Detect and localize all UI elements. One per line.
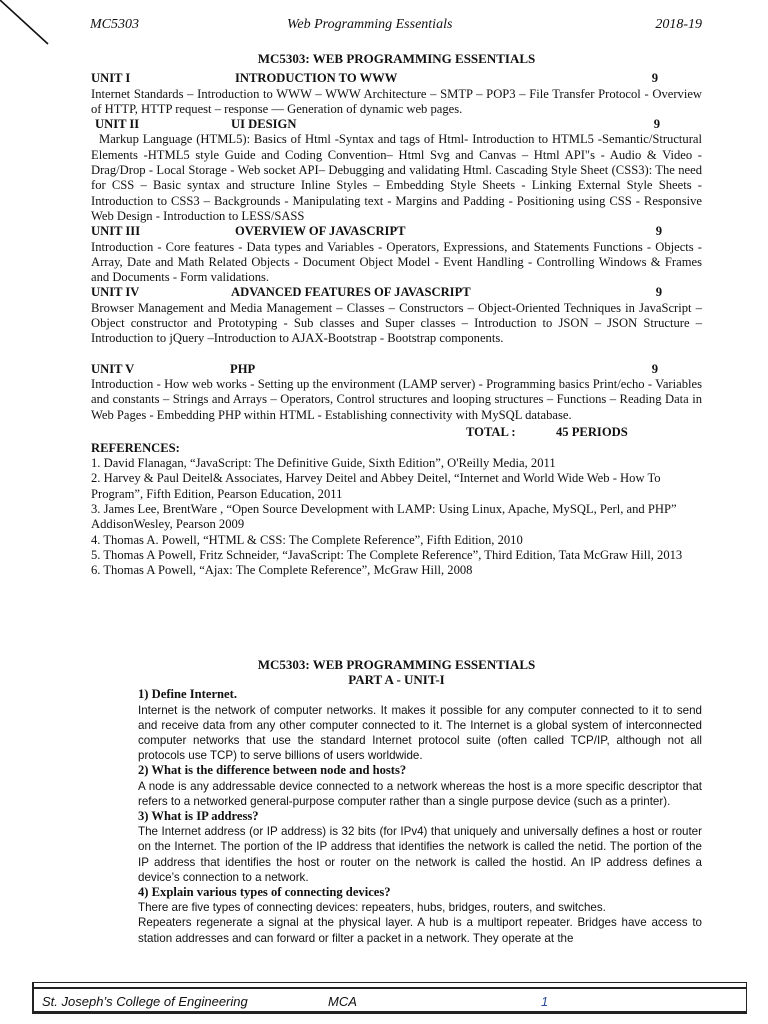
- unit-name: UI DESIGN: [231, 117, 297, 132]
- answer: A node is any addressable device connected to a network whereas the host is a more specific descriptor that refers to a networked general-purpose computer rather than a single purpose device (such as a printer).: [138, 779, 702, 808]
- header-course-name: Web Programming Essentials: [287, 17, 453, 32]
- unit-heading: [91, 117, 702, 132]
- unit-content: Introduction - Core features - Data types and Variables - Operators, Expressions, and Statements Functions - Objects - Array, Date and Math Related Objects - Document Object Model - Event Handling - Controlling Windows & Frames and Documents - Form validations.: [91, 239, 702, 285]
- qa-list: [91, 687, 702, 945]
- footer-department: MCA: [328, 994, 357, 1009]
- unit-content: Internet Standards – Introduction to WWW – WWW Architecture – SMTP – POP3 – File Transfer Protocol - Overview of HTTP, HTTP request – response — Generation of dynamic web pages.: [91, 86, 702, 116]
- unit-name: INTRODUCTION TO WWW: [235, 71, 398, 86]
- unit-hours: 9: [655, 224, 662, 239]
- syllabus-section: [91, 51, 702, 579]
- unit-3: [91, 224, 702, 285]
- page-number: 1: [541, 994, 549, 1009]
- unit-number: UNIT I: [91, 71, 131, 86]
- unit-hours: 9: [653, 117, 660, 132]
- reference-item: 5. Thomas A Powell, Fritz Schneider, “JavaScript: The Complete Reference”, Third Edition, Tata McGraw Hill, 2013: [91, 547, 683, 562]
- answer: There are five types of connecting devices: repeaters, hubs, bridges, routers, and switches.: [138, 901, 606, 915]
- part-a-section: [91, 657, 702, 946]
- question: 1) Define Internet.: [138, 687, 237, 702]
- unit-5: [91, 362, 702, 423]
- question: 2) What is the difference between node and hosts?: [138, 763, 407, 778]
- unit-heading: [91, 362, 702, 377]
- reference-item: 6. Thomas A Powell, “Ajax: The Complete Reference”, McGraw Hill, 2008: [91, 563, 473, 578]
- syllabus-title: MC5303: WEB PROGRAMMING ESSENTIALS: [257, 51, 536, 66]
- references-heading: REFERENCES:: [91, 440, 180, 455]
- part-a-subtitle: PART A - UNIT-I: [348, 672, 445, 688]
- part-a-title: MC5303: WEB PROGRAMMING ESSENTIALS: [257, 657, 536, 672]
- unit-2: [91, 117, 702, 224]
- unit-name: PHP: [230, 361, 256, 376]
- unit-heading: [91, 224, 702, 239]
- corner-decoration: [0, 0, 68, 68]
- answer: Repeaters regenerate a signal at the physical layer. A hub is a multiport repeater. Bridges have access to station addresses and can forward or filter a packet in a network. They operate at the: [138, 916, 702, 945]
- header-course-code: MC5303: [90, 17, 139, 32]
- unit-heading: [91, 285, 702, 300]
- unit-hours: 9: [655, 285, 662, 300]
- unit-name: ADVANCED FEATURES OF JAVASCRIPT: [231, 285, 471, 300]
- answer: Internet is the network of computer networks. It makes it possible for any computer connected to it to send and receive data from any other computer connected to it. The Internet is a global system of interconnected computer networks that use the standard Internet protocol suite (often called TCP/IP, although not all protocols use TCP) to serve billions of users worldwide.: [138, 703, 702, 763]
- unit-number: UNIT III: [91, 224, 141, 239]
- unit-number: UNIT V: [91, 361, 135, 376]
- reference-item: 2. Harvey & Paul Deitel& Associates, Harvey Deitel and Abbey Deitel, “Internet and World Wide Web - How To Program”, Fifth Edition, Pearson Education, 2011: [91, 471, 661, 501]
- answer: The Internet address (or IP address) is 32 bits (for IPv4) that uniquely and universally defines a host or router on the Internet. The portion of the IP address that identifies the network is called the netid. The portion of the IP address that identifies the host or router on the network is called the hostid. An IP address defines a device’s connection to a network.: [138, 825, 702, 884]
- unit-content: Browser Management and Media Management – Classes – Constructors – Object-Oriented Techniques in JavaScript – Object constructor and Prototyping - Sub classes and Super classes – Introduction to JSON – JSON Structure –Introduction to jQuery –Introduction to AJAX-Bootstrap - Bootstrap components.: [91, 300, 702, 346]
- unit-number: UNIT II: [95, 117, 140, 132]
- unit-name: OVERVIEW OF JAVASCRIPT: [235, 224, 406, 239]
- unit-hours: 9: [651, 361, 658, 376]
- unit-1: [91, 71, 702, 117]
- question: 4) Explain various types of connecting devices?: [138, 885, 391, 900]
- header-year: 2018-19: [655, 17, 702, 32]
- page-footer: [32, 982, 747, 1014]
- total-periods: [91, 425, 702, 441]
- unit-heading: [91, 71, 702, 86]
- total-label: TOTAL :: [466, 424, 516, 439]
- unit-hours: 9: [651, 71, 658, 86]
- unit-content: Markup Language (HTML5): Basics of Html -Syntax and tags of Html- Introduction to HTML5 -Semantic/Structural Elements -HTML5 style Guide and Coding Convention– Html Svg and Canvas – Html API"s - Audio & Video - Drag/Drop - Local Storage - Web socket API– Debugging and validating Html. Cascading Style Sheet (CSS3): The need for CSS – Basic syntax and structure Inline Styles – Embedding Style Sheets - Linking External Style Sheets - Introduction to CSS3 – Backgrounds - Manipulating text - Margins and Padding - Positioning using CSS - Responsive Web Design - Introduction to LESS/SASS: [91, 132, 702, 223]
- unit-4: [91, 285, 702, 346]
- question: 3) What is IP address?: [138, 809, 259, 824]
- unit-content: Introduction - How web works - Setting up the environment (LAMP server) - Programming basics Print/echo - Variables and constants – Strings and Arrays – Operators, Control structures and looping structures – Functions – Reading Data in Web Pages - Embedding PHP within HTML - Establishing connectivity with MySQL database.: [91, 376, 702, 422]
- page-header: [90, 17, 702, 35]
- reference-item: 1. David Flanagan, “JavaScript: The Definitive Guide, Sixth Edition”, O'Reilly Media, 2011: [91, 456, 556, 471]
- reference-item: 3. James Lee, BrentWare , “Open Source Development with LAMP: Using Linux, Apache, MySQL, Perl, and PHP” AddisonWesley, Pearson 2009: [91, 502, 677, 532]
- reference-item: 4. Thomas A. Powell, “HTML & CSS: The Complete Reference”, Fifth Edition, 2010: [91, 532, 523, 547]
- unit-number: UNIT IV: [91, 285, 140, 300]
- total-value: 45 PERIODS: [556, 424, 628, 439]
- footer-college: St. Joseph’s College of Engineering: [42, 994, 248, 1009]
